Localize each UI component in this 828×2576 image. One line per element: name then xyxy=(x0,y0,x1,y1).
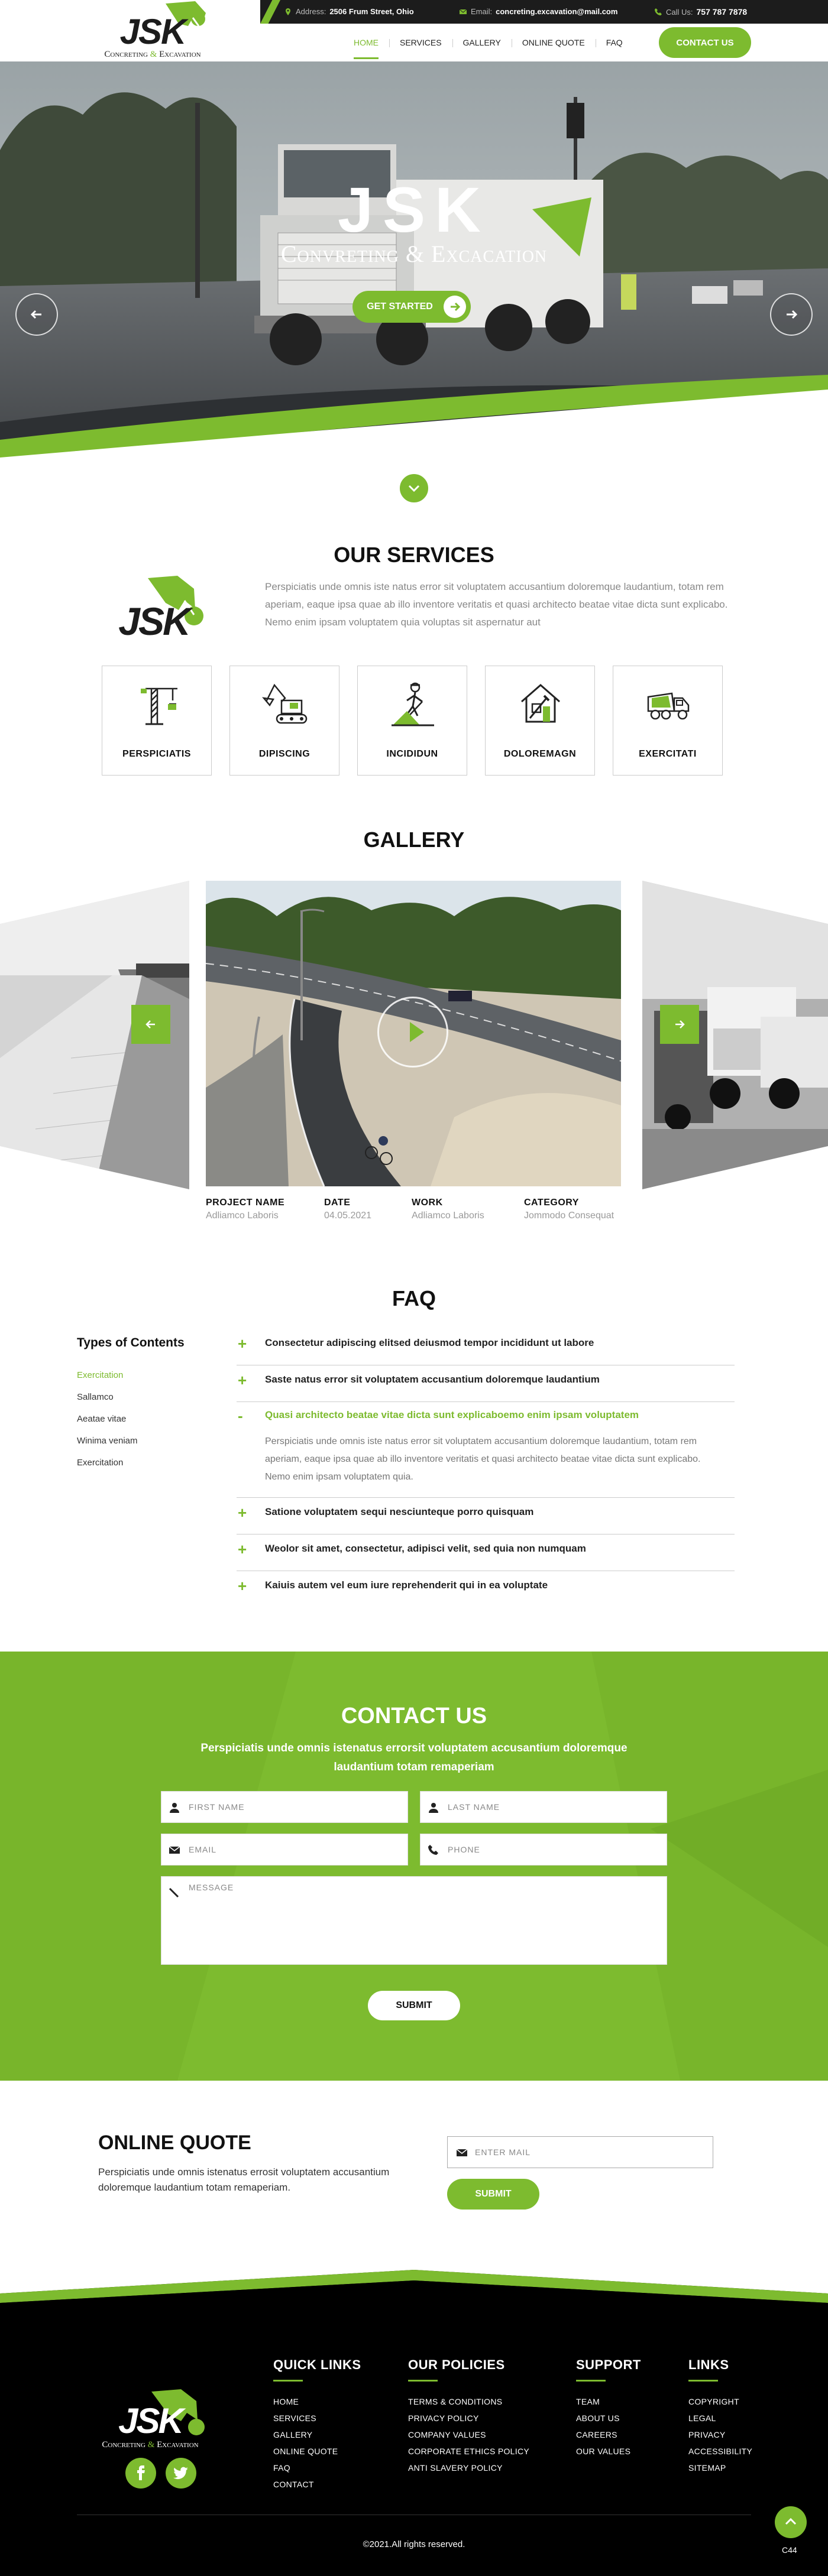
service-label: INCIDIDUN xyxy=(386,749,438,759)
service-label: DIPISCING xyxy=(258,749,310,759)
footer-column-title: QUICK LINKS xyxy=(273,2357,361,2372)
meta-value: 04.05.2021 xyxy=(324,1211,372,1221)
service-label: DOLOREMAGN xyxy=(503,749,577,759)
footer-column-title: OUR POLICIES xyxy=(408,2357,505,2372)
meta-value: Adliamco Laboris xyxy=(412,1211,484,1221)
contact-us-button[interactable]: CONTACT US xyxy=(659,27,751,58)
location-pin-icon xyxy=(284,8,292,16)
title-underline xyxy=(688,2380,718,2382)
footer-link[interactable]: FAQ xyxy=(273,2463,290,2473)
nav-services[interactable]: SERVICES xyxy=(389,33,452,52)
contact-title: CONTACT US xyxy=(341,1704,487,1728)
services-description: Perspiciatis unde omnis iste natus error sit voluptatem accusantium doloremque laudantium, totam rem aperiam, eaque ipsa quae ab illo inventore veritatis et quasi architecto beatae vitae dicta sunt explicabo. Nemo enim ipsam voluptatem quia voluptas sit aspernatur aut xyxy=(265,581,728,628)
footer-link[interactable]: LEGAL xyxy=(688,2413,716,2423)
footer-link[interactable]: GALLERY xyxy=(273,2430,313,2439)
faq-question: Satione voluptatem sequi nesciunteque porro quisquam xyxy=(265,1506,534,1517)
footer-link[interactable]: TERMS & CONDITIONS xyxy=(408,2397,503,2406)
gallery-prev-button[interactable] xyxy=(131,1005,170,1044)
plus-icon: + xyxy=(238,1577,247,1595)
corner-tag: C44 xyxy=(782,2545,797,2555)
svg-text:JSK: JSK xyxy=(118,599,189,642)
toc-title: Types of Contents xyxy=(77,1336,185,1349)
footer-links xyxy=(688,2357,752,2476)
envelope-icon xyxy=(456,2147,468,2158)
play-video-button[interactable] xyxy=(377,997,448,1068)
email-info[interactable] xyxy=(459,7,617,16)
first-name-input[interactable] xyxy=(189,1792,402,1822)
service-card[interactable] xyxy=(102,666,212,776)
address-label: Address: xyxy=(296,7,326,16)
service-cards xyxy=(102,666,723,776)
services-logo xyxy=(106,573,213,642)
footer-support xyxy=(576,2357,641,2460)
email-input[interactable] xyxy=(189,1834,402,1865)
meta-value: Adliamco Laboris xyxy=(206,1211,279,1221)
svg-text:Concreting & Excavation: Concreting & Excavation xyxy=(102,2440,199,2450)
plus-icon: + xyxy=(238,1504,247,1521)
footer-policies xyxy=(408,2357,529,2476)
service-label: PERSPICIATIS xyxy=(122,749,191,759)
contact-subtitle: Perspiciatis unde omnis istenatus errorsit voluptatem accusantium doloremque laudantium totam remaperiam xyxy=(200,1742,628,1773)
title-underline xyxy=(576,2380,606,2382)
footer-logo[interactable] xyxy=(80,2386,222,2454)
hero-next-button[interactable] xyxy=(770,293,813,336)
jsk-logo[interactable] xyxy=(77,0,231,61)
arrow-right-icon xyxy=(771,294,811,335)
top-info-bar xyxy=(260,0,828,24)
minus-icon: - xyxy=(238,1407,243,1425)
email-label: Email: xyxy=(471,7,493,16)
scroll-down-button[interactable] xyxy=(396,471,432,506)
phone-input[interactable] xyxy=(448,1834,661,1865)
address-value: 2506 Frum Street, Ohio xyxy=(329,7,414,16)
pencil-icon xyxy=(169,1887,180,1898)
service-card[interactable] xyxy=(613,666,723,776)
crane-icon xyxy=(134,680,181,728)
footer-link[interactable]: CORPORATE ETHICS POLICY xyxy=(408,2447,530,2456)
chevron-down-icon xyxy=(400,474,428,502)
hero-prev-button[interactable] xyxy=(15,293,58,336)
email-value[interactable]: concreting.excavation@mail.com xyxy=(496,7,618,16)
faq-item[interactable] xyxy=(237,1540,735,1571)
footer-link[interactable]: TEAM xyxy=(576,2397,600,2406)
online-quote-title: ONLINE QUOTE xyxy=(98,2131,251,2154)
online-quote-text: Perspiciatis unde omnis istenatus errosit voluptatem accusantium doloremque laudantium totam remaperiam. xyxy=(98,2166,390,2193)
hero-title: JSK xyxy=(337,174,491,245)
get-started-label: GET STARTED xyxy=(367,301,433,312)
twitter-icon xyxy=(166,2458,196,2489)
envelope-icon xyxy=(459,8,467,16)
site-header xyxy=(0,0,828,61)
quote-email-field[interactable] xyxy=(447,2136,713,2168)
svg-text:JSK: JSK xyxy=(118,2401,182,2441)
service-card[interactable] xyxy=(229,666,339,776)
footer-column-title: SUPPORT xyxy=(576,2357,641,2372)
hero-truck-image xyxy=(0,61,828,487)
nav-online-quote[interactable]: ONLINE QUOTE xyxy=(512,33,596,52)
faq-item[interactable] xyxy=(237,1579,735,1608)
meta-value: Jommodo Consequat xyxy=(524,1211,614,1221)
phone-icon xyxy=(428,1845,439,1855)
twitter-button[interactable] xyxy=(166,2458,196,2489)
footer-link[interactable]: PRIVACY POLICY xyxy=(408,2413,479,2423)
footer-link[interactable]: PRIVACY xyxy=(688,2430,726,2439)
last-name-field[interactable] xyxy=(420,1791,667,1823)
title-underline xyxy=(273,2380,303,2382)
footer-link[interactable]: OUR VALUES xyxy=(576,2447,631,2456)
gallery-meta-project xyxy=(206,1198,284,1221)
get-started-button[interactable] xyxy=(352,291,471,323)
logo-tagline: Concreting & Excavation xyxy=(104,50,201,59)
nav-gallery[interactable]: GALLERY xyxy=(452,33,512,52)
meta-key: CATEGORY xyxy=(524,1198,579,1208)
user-icon xyxy=(428,1802,439,1813)
plus-icon: + xyxy=(238,1540,247,1558)
main-nav xyxy=(343,33,633,52)
truck-icon xyxy=(645,680,692,728)
worker-shovel-icon xyxy=(389,680,436,728)
meta-key: WORK xyxy=(412,1198,443,1208)
gallery-meta-date xyxy=(324,1198,371,1221)
user-icon xyxy=(169,1802,180,1813)
footer-link[interactable]: HOME xyxy=(273,2397,299,2406)
footer-quick-links xyxy=(273,2357,361,2493)
arrow-right-icon xyxy=(444,296,466,318)
footer-link[interactable]: ABOUT US xyxy=(576,2413,620,2423)
meta-key: PROJECT NAME xyxy=(206,1198,285,1208)
phone-icon xyxy=(654,8,662,16)
faq-item[interactable] xyxy=(237,1506,735,1534)
site-footer xyxy=(0,2270,828,2576)
quote-submit-button[interactable]: SUBMIT xyxy=(447,2179,539,2210)
phone-value[interactable]: 757 787 7878 xyxy=(696,7,748,17)
meta-key: DATE xyxy=(324,1198,351,1208)
footer-link[interactable]: COMPANY VALUES xyxy=(408,2430,486,2439)
footer-link[interactable]: ONLINE QUOTE xyxy=(273,2447,338,2456)
back-to-top-button[interactable] xyxy=(775,2506,807,2538)
toc-item[interactable]: Winima veniam xyxy=(77,1436,138,1446)
arrow-right-icon xyxy=(660,1005,699,1044)
gallery-meta-category xyxy=(524,1198,614,1221)
footer-link[interactable]: SITEMAP xyxy=(688,2463,726,2473)
gallery-next-button[interactable] xyxy=(660,1005,699,1044)
address-info xyxy=(284,7,414,16)
faq-question: Weolor sit amet, consectetur, adipisci velit, sed quia non numquam xyxy=(265,1543,586,1554)
excavator-icon xyxy=(261,680,309,728)
message-textarea[interactable] xyxy=(189,1883,661,1958)
message-field[interactable] xyxy=(161,1876,667,1965)
faq-item[interactable] xyxy=(237,1371,735,1402)
plus-icon: + xyxy=(238,1335,247,1352)
footer-column-title: LINKS xyxy=(688,2357,729,2372)
first-name-field[interactable] xyxy=(161,1791,408,1823)
logo-mark: JSK xyxy=(119,12,186,51)
plus-icon: + xyxy=(238,1371,247,1389)
service-label: EXERCITATI xyxy=(639,749,697,759)
footer-link[interactable]: CAREERS xyxy=(576,2430,617,2439)
toc-item[interactable]: Aeatae vitae xyxy=(77,1414,127,1424)
contact-section xyxy=(0,1652,828,2081)
faq-question: Kaiuis autem vel eum iure reprehenderit qui in ea voluptate xyxy=(265,1579,548,1591)
hero-banner xyxy=(0,61,828,487)
faq-answer: Perspiciatis unde omnis iste natus error sit voluptatem accusantium doloremque laudantium, totam rem aperiam, eaque ipsa quae ab illo inventore veritatis et quasi architecto beatae vitae dicta sunt explicabo. Nemo enim ipsam voluptatem quia. xyxy=(265,1436,701,1482)
toc-item[interactable]: Exercitation xyxy=(77,1370,124,1380)
copyright-text: ©2021.All rights reserved. xyxy=(363,2539,465,2549)
facebook-icon xyxy=(125,2458,156,2489)
faq-title: FAQ xyxy=(392,1286,436,1310)
arrow-left-icon xyxy=(17,294,57,335)
chevron-up-icon xyxy=(775,2506,807,2538)
email-field[interactable] xyxy=(161,1834,408,1866)
nav-home[interactable]: HOME xyxy=(343,33,389,52)
house-tools-icon xyxy=(517,680,564,728)
hero-subtitle: Convreting & Excacation xyxy=(280,241,548,267)
footer-link[interactable]: CONTACT xyxy=(273,2480,314,2489)
faq-question: Consectetur adipiscing elitsed deiusmod tempor incididunt ut labore xyxy=(265,1337,594,1348)
phone-info[interactable] xyxy=(654,7,747,17)
faq-item[interactable] xyxy=(237,1337,735,1365)
toc-item[interactable]: Sallamco xyxy=(77,1392,114,1402)
footer-link[interactable]: COPYRIGHT xyxy=(688,2397,739,2406)
gallery-meta-work xyxy=(412,1198,484,1221)
envelope-icon xyxy=(169,1845,180,1855)
nav-faq[interactable]: FAQ xyxy=(596,33,633,52)
faq-question: Saste natus error sit voluptatem accusantium doloremque laudantium xyxy=(265,1374,600,1385)
quote-email-input[interactable] xyxy=(475,2137,700,2168)
title-underline xyxy=(408,2380,438,2382)
toc-item[interactable]: Exercitation xyxy=(77,1458,124,1468)
faq-question: Quasi architecto beatae vitae dicta sunt explicaboemo enim ipsam voluptatem xyxy=(265,1409,639,1420)
play-icon xyxy=(379,998,447,1066)
services-title: OUR SERVICES xyxy=(334,543,494,567)
service-card[interactable] xyxy=(485,666,595,776)
last-name-input[interactable] xyxy=(448,1792,661,1822)
arrow-left-icon xyxy=(131,1005,170,1044)
footer-link[interactable]: ANTI SLAVERY POLICY xyxy=(408,2463,503,2473)
phone-field[interactable] xyxy=(420,1834,667,1866)
contact-submit-button[interactable]: SUBMIT xyxy=(368,1991,460,2020)
footer-link[interactable]: ACCESSIBILITY xyxy=(688,2447,753,2456)
gallery-title: GALLERY xyxy=(363,828,465,852)
service-card[interactable] xyxy=(357,666,467,776)
footer-link[interactable]: SERVICES xyxy=(273,2413,316,2423)
facebook-button[interactable] xyxy=(125,2458,156,2489)
phone-label: Call Us: xyxy=(666,7,693,17)
